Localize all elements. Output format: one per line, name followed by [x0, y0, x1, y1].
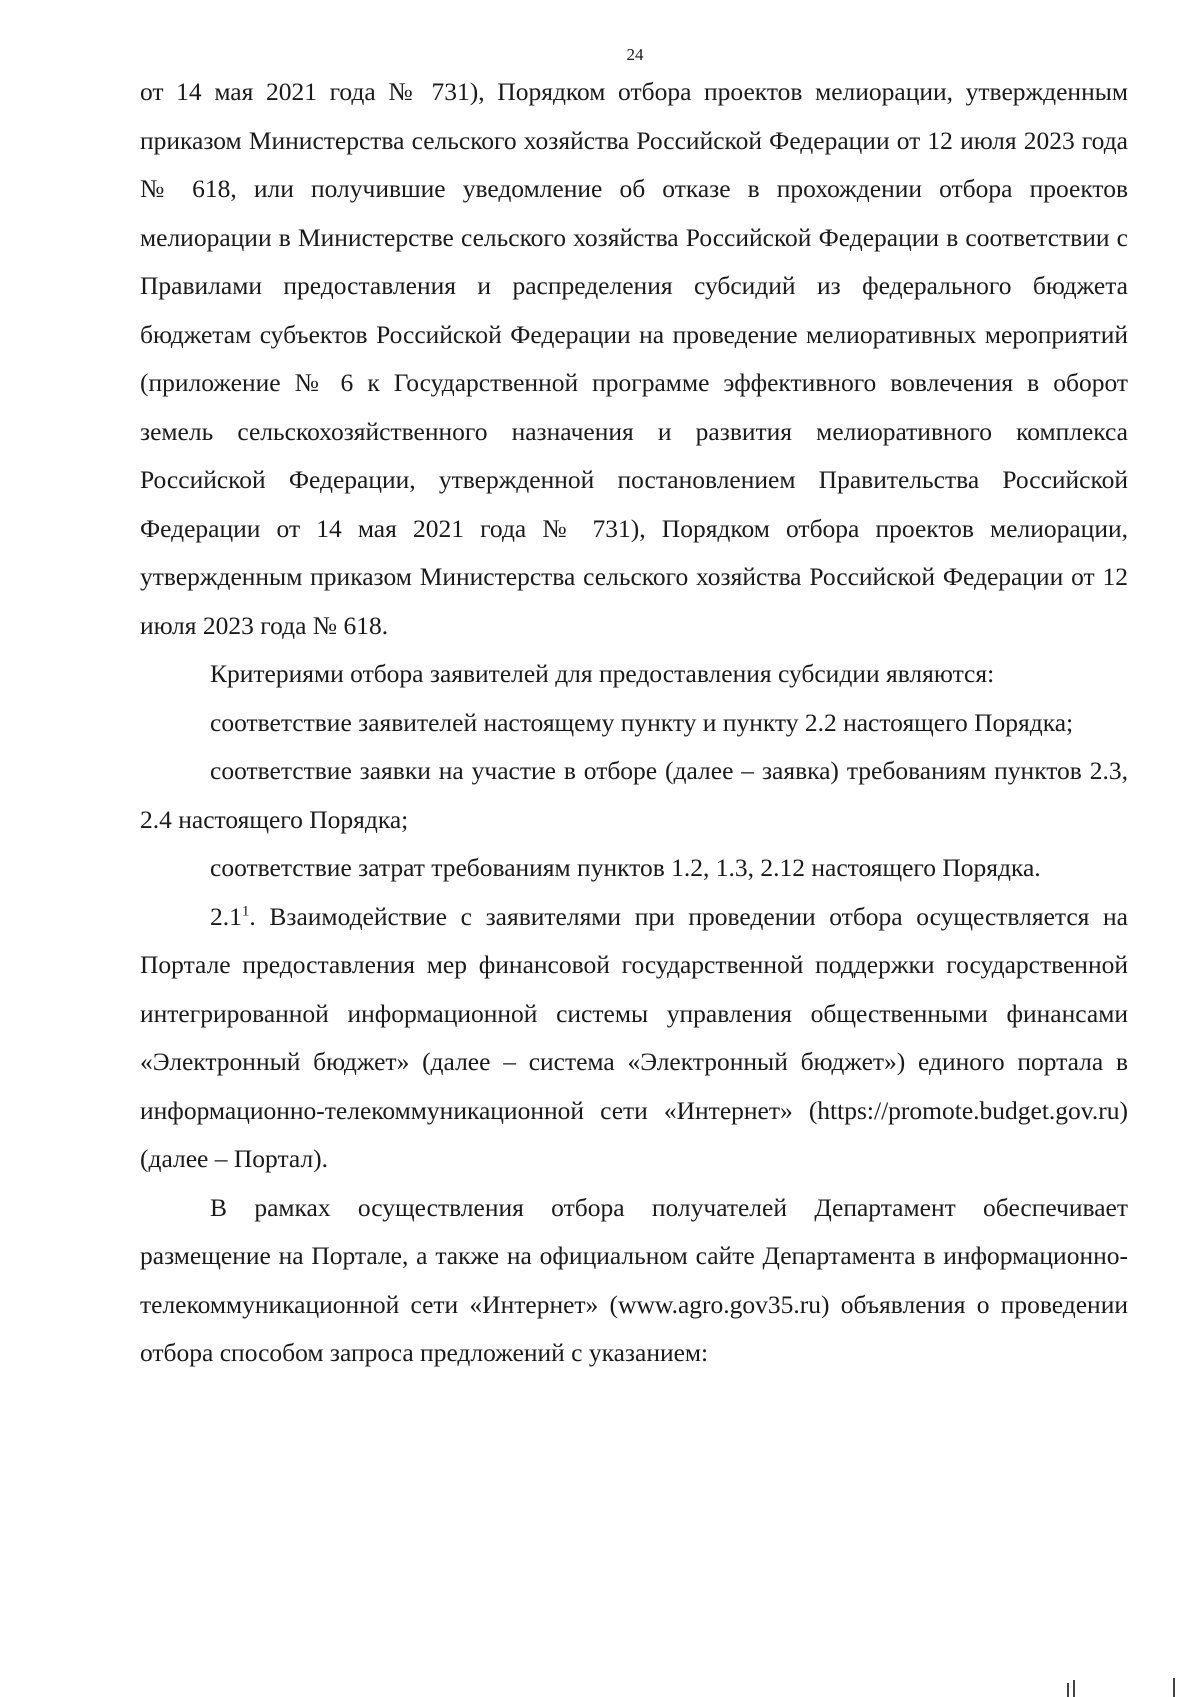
page-number: 24: [626, 45, 644, 64]
paragraph-criterion-applicants: соответствие заявителей настоящему пункту и пункту 2.2 настоящего Порядка;: [210, 707, 1074, 737]
clause-number: 2.1: [210, 901, 242, 931]
paragraph-portal-interaction: [140, 893, 1128, 1184]
paragraph-criteria-intro: Критериями отбора заявителей для предоставления субсидии являются:: [210, 659, 995, 688]
scan-artifact: [1067, 1683, 1069, 1697]
scan-artifact: [1173, 1678, 1175, 1697]
clause-superscript: 1: [241, 903, 250, 919]
paragraph-criterion-costs: соответствие затрат требованиям пунктов 1.2, 1.3, 2.12 настоящего Порядка.: [210, 853, 1041, 882]
clause-text: . Взаимодействие с заявителями при проведении отбора осуществляется на Портале предоставления мер финансовой государственной поддержки государственной интегрированной информационной системы управления общественными финансами «Электронный бюджет» (далее – система «Электронный бюджет») единого портала в информационно-телекоммуникационной сети «Интернет» (https://promote.budget.gov.ru) (далее – Портал).: [140, 901, 1128, 1173]
paragraph-continuation: от 14 мая 2021 года № 731), Порядком отбора проектов мелиорации, утвержденным приказом Министерства сельского хозяйства Российской Федерации от 12 июля 2023 года № 618, или получившие уведомление об отказе в прохождении отбора проектов мелиорации в Министерстве сельского хозяйства Российской Федерации в соответствии с Правилами предоставления и распределения субсидий из федерального бюджета бюджетам субъектов Российской Федерации на проведение мелиоративных мероприятий (приложение № 6 к Государственной программе эффективного вовлечения в оборот земель сельскохозяйственного назначения и развития мелиоративного комплекса Российской Федерации, утвержденной постановлением Правительства Российской Федерации от 14 мая 2021 года № 731), Порядком отбора проектов мелиорации, утвержденным приказом Министерства сельского хозяйства Российской Федерации от 12 июля 2023 года № 618.: [140, 77, 1128, 640]
document-body: [140, 68, 1128, 1378]
paragraph-announcement: В рамках осуществления отбора получателей Департамент обеспечивает размещение на Портале, а также на официальном сайте Департамента в информационно-телекоммуникационной сети «Интернет» (www.agro.gov35.ru) объявления о проведении отбора способом запроса предложений с указанием:: [140, 1192, 1128, 1367]
paragraph-criterion-application: соответствие заявки на участие в отборе (далее – заявка) требованиям пунктов 2.3, 2.4 настоящего Порядка;: [140, 756, 1128, 834]
scan-artifact: [1073, 1680, 1075, 1697]
